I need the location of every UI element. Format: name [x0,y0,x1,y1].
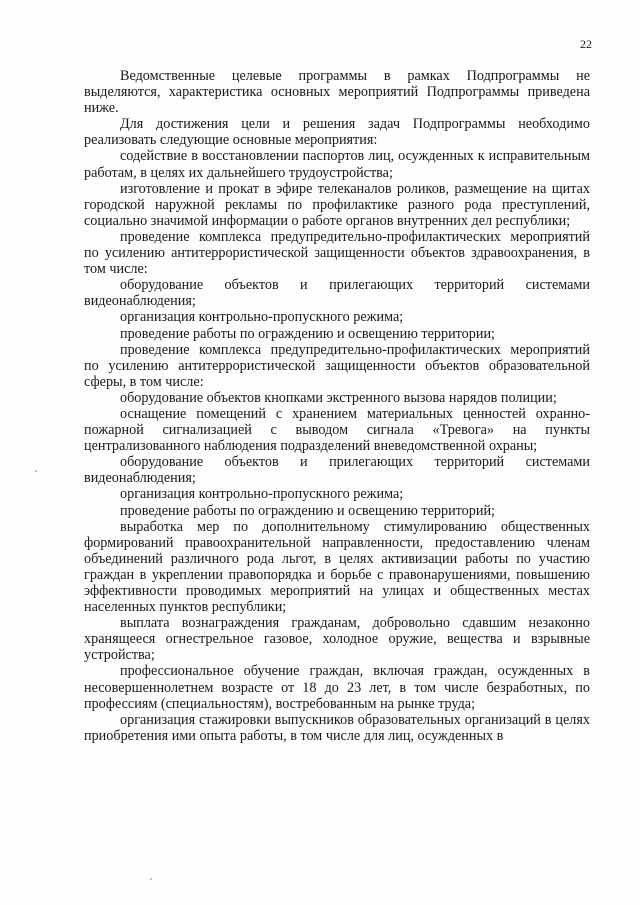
paragraph: проведение работы по ограждению и освещению территорий; [120,502,495,519]
paragraph: организация контрольно-пропускного режима; [120,309,404,326]
paragraph: проведение комплекса предупредительно-профилактических мероприятий по усилению антитеррористической защищенности объектов образовательной сферы, в том числе: [84,341,590,390]
paragraph: оборудование объектов и прилегающих территорий системами видеонаблюдения; [84,454,590,487]
paragraph: Для достижения цели и решения задач Подпрограммы необходимо реализовать следующие основные мероприятия: [84,116,590,149]
scan-speck [35,470,37,472]
paragraph: проведение комплекса предупредительно-профилактических мероприятий по усилению антитеррористической защищенности объектов здравоохранения, в том числе: [84,228,590,278]
page-number: 22 [580,37,592,51]
paragraph: выработка мер по дополнительному стимулированию общественных формирований правоохранительной направленности, предоставлению членам объединений различного рода льгот, в целях активизации работы по участию граждан в укреплении правопорядка и борьбе с правонарушениями, повышению эффективности проводимых мероприятий на улицах и общественных местах населенных пунктов республики; [84,518,590,616]
paragraph: оборудование объектов кнопками экстренного вызова нарядов полиции; [120,389,557,406]
paragraph: оборудование объектов и прилегающих территорий системами видеонаблюдения; [84,277,590,310]
paragraph: Ведомственные целевые программы в рамках Подпрограммы не выделяются, характеристика основных мероприятий Подпрограммы приведена ниже. [84,68,590,117]
paragraph: организация стажировки выпускников образовательных организаций в целях приобретения ими опыта работы, в том числе для лиц, осужденных в [84,711,590,744]
body-text [84,68,590,744]
paragraph: изготовление и прокат в эфире телеканалов роликов, размещение на щитах городской наружной рекламы по профилактике разного рода преступлений, социально значимой информации о работе органов внутренних дел республики; [84,180,590,229]
paragraph: содействие в восстановлении паспортов лиц, осужденных к исправительным работам, в целях их дальнейшего трудоустройства; [84,148,590,181]
paragraph: проведение работы по ограждению и освещению территории; [120,325,495,342]
scan-speck [150,878,152,880]
paragraph: профессиональное обучение граждан, включая граждан, осужденных в несовершеннолетнем возрасте от 18 до 23 лет, в том числе безработных, по профессиям (специальностям), востребованным на рынке труда; [84,663,590,712]
paragraph: организация контрольно-пропускного режима; [120,486,404,503]
paragraph: выплата вознаграждения гражданам, добровольно сдавшим незаконно хранящееся огнестрельное газовое, холодное оружие, вещества и взрывные устройства; [84,615,590,664]
paragraph: оснащение помещений с хранением материальных ценностей охранно-пожарной сигнализацией с выводом сигнала «Тревога» на пункты централизованного наблюдения подразделений вневедомственной охраны; [84,405,590,455]
